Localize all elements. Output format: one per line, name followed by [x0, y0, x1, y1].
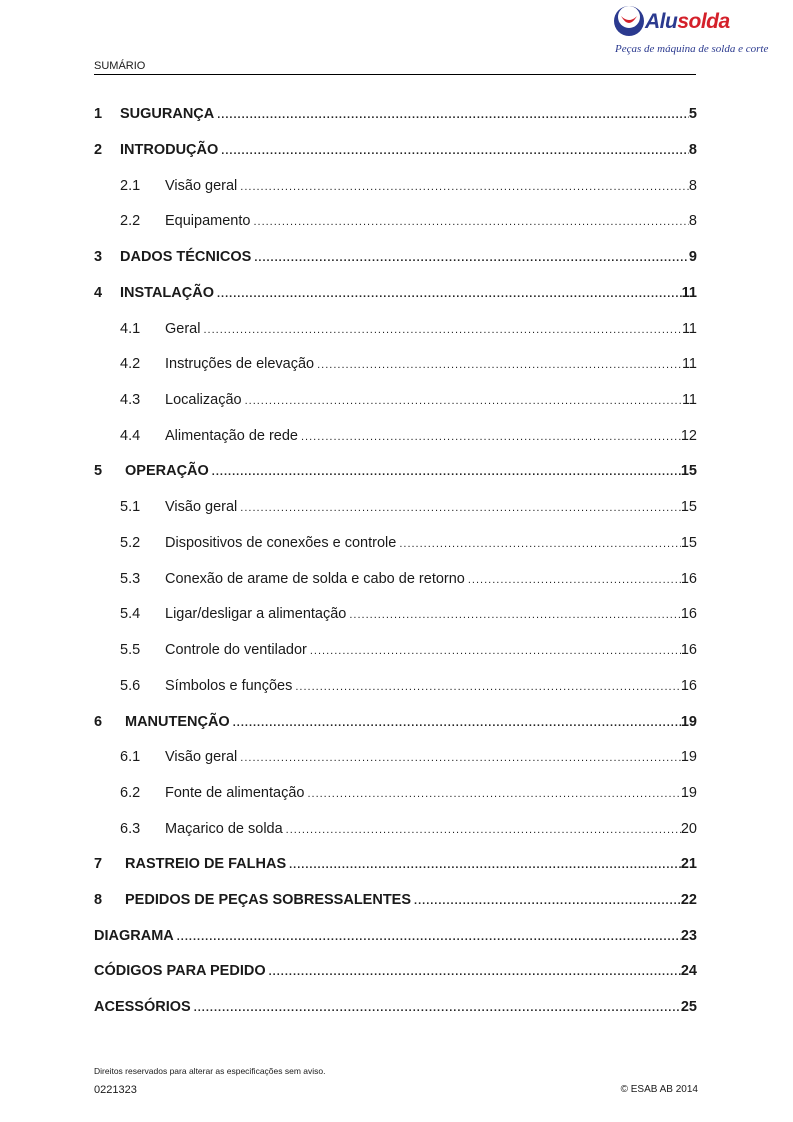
toc-entry[interactable] [0, 210, 793, 232]
toc-entry-page: 11 [681, 392, 697, 408]
toc-dot-leader [240, 497, 681, 519]
toc-entry[interactable] [0, 139, 793, 161]
toc-entry-page: 19 [680, 785, 697, 801]
toc-entry-line [94, 996, 697, 1019]
toc-dot-leader [254, 247, 689, 269]
toc-entry-page: 5 [688, 106, 697, 122]
toc-entry-line [120, 246, 697, 269]
toc-entry-line [120, 282, 697, 305]
toc-dot-leader [301, 426, 681, 448]
toc-entry-number: 5.6 [120, 678, 141, 694]
toc-entry-line [165, 175, 697, 198]
toc-entry-page: 21 [680, 856, 697, 872]
toc-entry-title: SUGURANÇA [120, 106, 215, 122]
footer-copyright: © ESAB AB 2014 [620, 1084, 698, 1095]
toc-entry-page: 16 [680, 678, 697, 694]
toc-dot-leader [217, 104, 689, 126]
toc-entry-page: 11 [681, 285, 697, 301]
toc-entry[interactable] [0, 960, 793, 982]
toc-entry-page: 19 [680, 749, 697, 765]
toc-entry[interactable] [0, 353, 793, 375]
toc-entry-page: 23 [680, 928, 697, 944]
toc-entry[interactable] [0, 925, 793, 947]
toc-entry-line [125, 460, 697, 483]
toc-entry-line [120, 139, 697, 162]
logo-word-alu: Alu [645, 10, 678, 33]
header-divider [94, 74, 696, 75]
toc-entry-title: Controle do ventilador [165, 642, 307, 658]
toc-entry-line [165, 425, 697, 448]
toc-dot-leader [317, 354, 682, 376]
toc-entry[interactable] [0, 639, 793, 661]
toc-entry-page: 11 [681, 321, 697, 337]
toc-entry[interactable] [0, 175, 793, 197]
toc-entry[interactable] [0, 818, 793, 840]
page-header-title: SUMÁRIO [94, 60, 146, 72]
toc-entry-line [125, 711, 697, 734]
toc-entry-line [165, 639, 697, 662]
toc-entry-line [165, 353, 697, 376]
toc-entry-number: 4.1 [120, 321, 141, 337]
toc-dot-leader [269, 961, 681, 983]
toc-entry-page: 16 [680, 606, 697, 622]
toc-entry[interactable] [0, 460, 793, 482]
toc-entry-title: RASTREIO DE FALHAS [125, 856, 287, 872]
toc-entry-page: 16 [680, 571, 697, 587]
toc-entry-title: PEDIDOS DE PEÇAS SOBRESSALENTES [125, 892, 412, 908]
toc-entry-title: Ligar/desligar a alimentação [165, 606, 347, 622]
toc-entry-title: INTRODUÇÃO [120, 142, 219, 158]
toc-entry-number: 2.2 [120, 213, 141, 229]
toc-entry-line [165, 568, 697, 591]
toc-entry-number: 1 [94, 106, 103, 122]
logo-word-solda: solda [677, 10, 730, 33]
toc-entry-line [125, 889, 697, 912]
toc-entry-number: 6.2 [120, 785, 141, 801]
toc-entry-page: 24 [680, 963, 697, 979]
toc-entry-number: 8 [94, 892, 103, 908]
toc-dot-leader [286, 819, 681, 841]
toc-entry-number: 7 [94, 856, 103, 872]
toc-entry-title: Símbolos e funções [165, 678, 293, 694]
toc-entry-title: DADOS TÉCNICOS [120, 249, 252, 265]
toc-entry[interactable] [0, 603, 793, 625]
logo-emblem-icon [612, 4, 648, 40]
footer-disclaimer: Direitos reservados para alterar as especificações sem aviso. [94, 1066, 326, 1076]
toc-entry-page: 25 [680, 999, 697, 1015]
toc-entry-page: 16 [680, 642, 697, 658]
toc-entry[interactable] [0, 103, 793, 125]
toc-entry-number: 6.3 [120, 821, 141, 837]
toc-dot-leader [289, 854, 681, 876]
toc-entry[interactable] [0, 889, 793, 911]
toc-entry-line [120, 103, 697, 126]
toc-entry-line [165, 389, 697, 412]
toc-entry-number: 4.4 [120, 428, 141, 444]
toc-entry-number: 5.5 [120, 642, 141, 658]
toc-entry-title: INSTALAÇÃO [120, 285, 214, 301]
toc-dot-leader [307, 783, 680, 805]
logo-wordmark [645, 10, 730, 34]
toc-entry-page: 19 [680, 714, 697, 730]
toc-entry-page: 8 [688, 142, 697, 158]
toc-entry-title: Maçarico de solda [165, 821, 283, 837]
toc-entry[interactable] [0, 318, 793, 340]
toc-dot-leader [414, 890, 681, 912]
toc-dot-leader [295, 676, 681, 698]
toc-dot-leader [212, 461, 681, 483]
toc-entry[interactable] [0, 711, 793, 733]
toc-dot-leader [233, 712, 681, 734]
toc-dot-leader [310, 640, 681, 662]
toc-entry-page: 20 [680, 821, 697, 837]
toc-entry-page: 9 [688, 249, 697, 265]
alusolda-logo [612, 4, 782, 60]
toc-entry[interactable] [0, 675, 793, 697]
toc-dot-leader [203, 319, 681, 341]
toc-entry[interactable] [0, 996, 793, 1018]
toc-entry-line [165, 318, 697, 341]
toc-entry-number: 4 [94, 285, 103, 301]
toc-dot-leader [349, 604, 681, 626]
toc-entry-title: Equipamento [165, 213, 251, 229]
toc-entry[interactable] [0, 496, 793, 518]
toc-entry-page: 22 [680, 892, 697, 908]
toc-entry-line [165, 746, 697, 769]
toc-entry[interactable] [0, 532, 793, 554]
toc-entry-title: OPERAÇÃO [125, 463, 209, 479]
toc-entry[interactable] [0, 853, 793, 875]
toc-entry-number: 4.3 [120, 392, 141, 408]
toc-dot-leader [217, 283, 682, 305]
toc-dot-leader [253, 211, 688, 233]
toc-dot-leader [177, 926, 681, 948]
toc-entry-number: 2.1 [120, 178, 141, 194]
toc-entry-title: Geral [165, 321, 201, 337]
toc-entry-title: CÓDIGOS PARA PEDIDO [94, 963, 266, 979]
toc-entry-page: 15 [680, 535, 697, 551]
toc-entry-page: 12 [680, 428, 697, 444]
toc-entry-line [165, 603, 697, 626]
toc-entry[interactable] [0, 568, 793, 590]
toc-entry-page: 15 [680, 463, 697, 479]
toc-entry[interactable] [0, 746, 793, 768]
toc-entry-line [165, 210, 697, 233]
toc-entry[interactable] [0, 782, 793, 804]
toc-entry[interactable] [0, 425, 793, 447]
toc-entry-number: 6 [94, 714, 103, 730]
toc-entry-title: Visão geral [165, 749, 238, 765]
toc-entry-number: 5.2 [120, 535, 141, 551]
toc-entry-title: Visão geral [165, 178, 238, 194]
toc-entry[interactable] [0, 282, 793, 304]
toc-entry-title: ACESSÓRIOS [94, 999, 191, 1015]
toc-entry-title: Dispositivos de conexões e controle [165, 535, 397, 551]
toc-entry-line [165, 818, 697, 841]
toc-entry-number: 5 [94, 463, 103, 479]
toc-entry-number: 4.2 [120, 356, 141, 372]
toc-entry[interactable] [0, 246, 793, 268]
toc-entry-number: 5.3 [120, 571, 141, 587]
logo-tagline: Peças de máquina de solda e corte [615, 43, 769, 55]
toc-entry-line [165, 496, 697, 519]
toc-entry-title: DIAGRAMA [94, 928, 174, 944]
toc-dot-leader [468, 569, 681, 591]
toc-entry-title: Alimentação de rede [165, 428, 298, 444]
toc-dot-leader [399, 533, 681, 555]
toc-entry-title: Instruções de elevação [165, 356, 315, 372]
toc-entry-line [165, 532, 697, 555]
toc-entry-number: 5.4 [120, 606, 141, 622]
toc-entry-line [165, 782, 697, 805]
toc-entry-line [94, 960, 697, 983]
toc-dot-leader [245, 390, 682, 412]
toc-entry-number: 3 [94, 249, 103, 265]
toc-entry-number: 2 [94, 142, 103, 158]
toc-entry[interactable] [0, 389, 793, 411]
toc-entry-page: 15 [680, 499, 697, 515]
toc-dot-leader [221, 140, 689, 162]
toc-entry-page: 11 [681, 356, 697, 372]
toc-dot-leader [240, 747, 681, 769]
toc-entry-page: 8 [688, 213, 697, 229]
toc-entry-page: 8 [688, 178, 697, 194]
toc-entry-number: 6.1 [120, 749, 141, 765]
toc-entry-line [94, 925, 697, 948]
toc-entry-line [125, 853, 697, 876]
toc-entry-title: Visão geral [165, 499, 238, 515]
toc-dot-leader [194, 997, 681, 1019]
toc-entry-line [165, 675, 697, 698]
footer-document-code: 0221323 [94, 1084, 137, 1096]
toc-entry-title: Fonte de alimentação [165, 785, 305, 801]
toc-entry-number: 5.1 [120, 499, 141, 515]
toc-entry-title: MANUTENÇÃO [125, 714, 230, 730]
toc-entry-title: Localização [165, 392, 242, 408]
toc-entry-title: Conexão de arame de solda e cabo de retorno [165, 571, 465, 587]
toc-dot-leader [240, 176, 689, 198]
